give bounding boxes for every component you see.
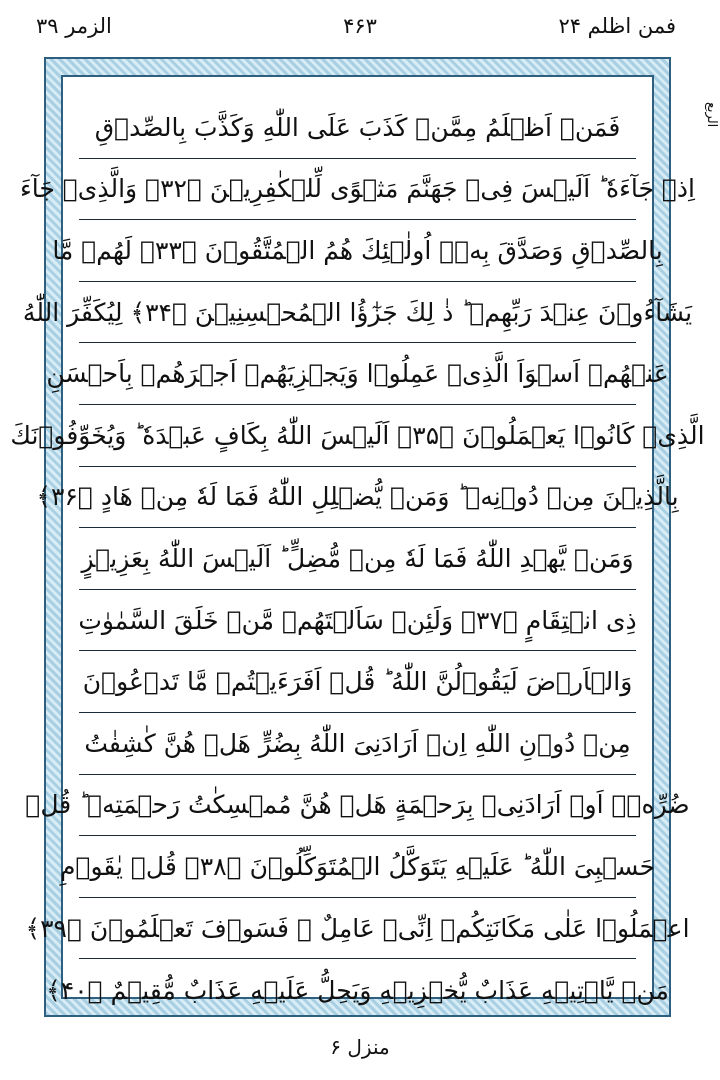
verse-lines [10,97,705,1005]
verse-line: يَشَآءُوۡنَ عِنۡدَ رَبِّهِمۡ ؕ ذٰ لِكَ جَزٰٓؤُا الۡمُحۡسِنِيۡنَ ﴿۳۴﴾ لِيُكَفِّرَ اللّٰهُ [79,282,636,344]
verse-line: وَالۡاَرۡضَ لَيَقُوۡلُنَّ اللّٰهُ ؕ قُلۡ اَفَرَءَيۡتُمۡ مَّا تَدۡعُوۡنَ [79,651,636,713]
verse-line: اعۡمَلُوۡا عَلٰى مَكَانَتِكُمۡ اِنِّىۡ عَامِلٌ ۚ فَسَوۡفَ تَعۡلَمُوۡنَ ﴿۳۹﴾ [79,898,636,960]
page-header [0,0,720,50]
verse-line: ضُرِّهٖۤ اَوۡ اَرَادَنِىۡ بِرَحۡمَةٍ هَلۡ هُنَّ مُمۡسِكٰتُ رَحۡمَتِهٖ ؕ قُلۡ [79,775,636,837]
verse-line: حَسۡبِىَ اللّٰهُ ؕ عَلَيۡهِ يَتَوَكَّلُ الۡمُتَوَكِّلُوۡنَ ﴿۳۸﴾ قُلۡ يٰقَوۡمِ [79,836,636,898]
verse-line: ذِى انۡتِقَامٍ ﴿۳۷﴾ وَلَئِنۡ سَاَلۡتَهُمۡ مَّنۡ خَلَقَ السَّمٰوٰتِ [79,590,636,652]
manzil-footer: منزل ۶ [330,1035,390,1059]
verse-line: مِنۡ دُوۡنِ اللّٰهِ اِنۡ اَرَادَنِىَ اللّٰهُ بِضُرٍّ هَلۡ هُنَّ كٰشِفٰتُ [79,713,636,775]
verse-line: بِالصِّدۡقِ وَصَدَّقَ بِهٖۤ اُولٰۤئِكَ هُمُ الۡمُتَّقُوۡنَ ﴿۳۳﴾ لَهُمۡ مَّا [79,220,636,282]
verse-line: بِالَّذِيۡنَ مِنۡ دُوۡنِهٖ ؕ وَمَنۡ يُّضۡلِلِ اللّٰهُ فَمَا لَهٗ مِنۡ هَادٍ ﴿۳۶﴾ [79,467,636,529]
surah-title: الزمر ۳۹ [36,14,112,38]
verse-line: الَّذِىۡ كَانُوۡا يَعۡمَلُوۡنَ ﴿۳۵﴾ اَلَيۡسَ اللّٰهُ بِكَافٍ عَبۡدَهٗ ؕ وَيُخَوِّفُوۡنَكَ [79,405,636,467]
verse-line: مَنۡ يَّاۡتِيۡهِ عَذَابٌ يُّخۡزِيۡهِ وَيَحِلُّ عَلَيۡهِ عَذَابٌ مُّقِيۡمٌ ﴿۴۰﴾ [46,975,669,1005]
verse-line: فَمَنۡ اَظۡلَمُ مِمَّنۡ كَذَبَ عَلَى اللّٰهِ وَكَذَّبَ بِالصِّدۡقِ [79,97,636,159]
verse-line: وَمَنۡ يَّهۡدِ اللّٰهُ فَمَا لَهٗ مِنۡ مُّضِلٍّ ؕ اَلَيۡسَ اللّٰهُ بِعَزِيۡزٍ [79,528,636,590]
page-number: ۴۶۳ [343,14,377,38]
text-panel [10,75,705,1005]
ornamental-border [10,57,705,1017]
juz-title: فمن اظلم ۲۴ [558,14,676,38]
verse-line: اِذۡ جَآءَهٗ ؕ اَلَيۡسَ فِىۡ جَهَنَّمَ مَثۡوًى لِّلۡكٰفِرِيۡنَ ﴿۳۲﴾ وَالَّذِىۡ جَآءَ [79,159,636,221]
verse-line: عَنۡهُمۡ اَسۡوَاَ الَّذِىۡ عَمِلُوۡا وَيَجۡزِيَهُمۡ اَجۡرَهُمۡ بِاَحۡسَنِ [79,343,636,405]
margin-note: الربع [704,102,719,128]
